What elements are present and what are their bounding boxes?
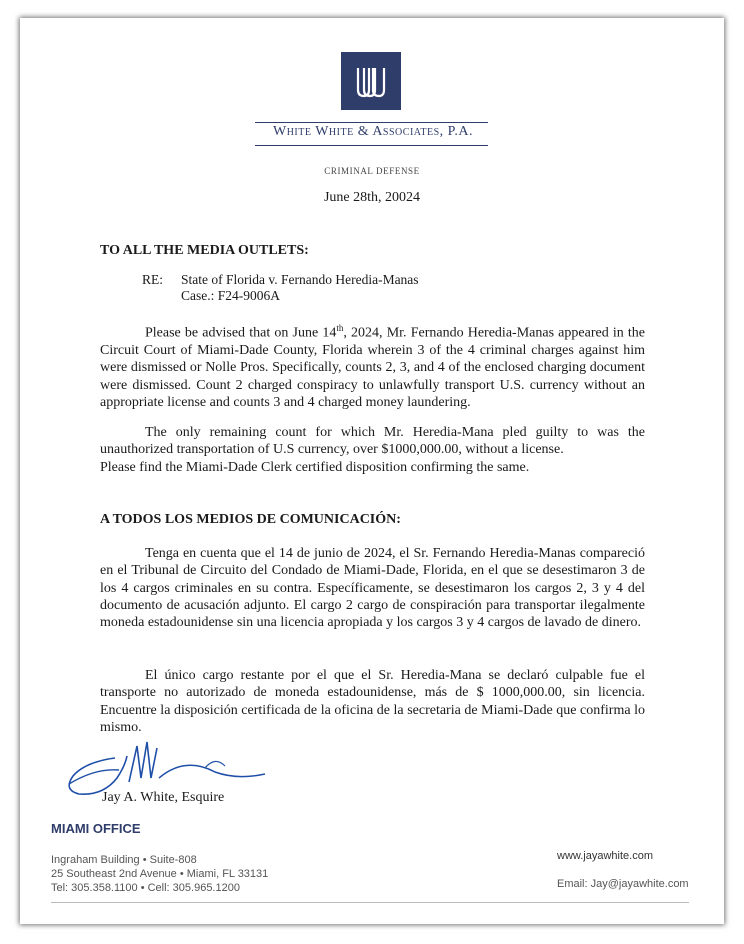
- letterhead-rule-top: [255, 122, 488, 123]
- re-case-number: Case.: F24-9006A: [181, 288, 280, 303]
- email-link[interactable]: Email: Jay@jayawhite.com: [557, 878, 689, 890]
- firm-name: White White & Associates, P.A.: [272, 124, 474, 139]
- ww-monogram-icon: [341, 52, 401, 110]
- website-link[interactable]: www.jayawhite.com: [557, 850, 653, 862]
- english-paragraph-2: [100, 424, 645, 476]
- english-p1-rest: , 2024, Mr. Fernando Heredia-Manas appeared in the Circuit Court of Miami-Dade County, Florida wherein 3 of the 4 criminal charges against him were dismissed or Nolle Pros. Specifically, counts 2, 3, and 4 of the enclosed charging document were dismissed. Count 2 charged conspiracy to unlawfully transport U.S. currency without an appropriate license and counts 3 and 4 charged money laundering.: [100, 325, 646, 410]
- letterhead-rule-bottom: [255, 145, 488, 146]
- spanish-paragraph-1: Tenga en cuenta que el 14 de junio de 2024, el Sr. Fernando Heredia-Manas compareció en el Tribunal de Circuito del Condado de Miami-Dade, Florida, en el que se desestimaron 3 de los 4 cargos criminales en su contra. Específicamente, se desestimaron los cargos 2, 3 y 4 del documento de acusación adjunto. El cargo 2 cargo de conspiración para transportar ilegalmente moneda estadounidense sin una licencia apropiada y los cargos 3 y 4 cargos de lavado de dinero.: [100, 546, 645, 631]
- english-p2-line2: Please find the Miami-Dade Clerk certified disposition confirming the same.: [100, 459, 530, 475]
- english-p1-start: Please be advised that on June 14: [145, 325, 337, 341]
- address-line-1: Ingraham Building • Suite-808: [51, 854, 197, 866]
- re-block: [181, 272, 419, 304]
- english-heading: TO ALL THE MEDIA OUTLETS:: [100, 243, 309, 258]
- spanish-paragraph-2: El único cargo restante por el que el Sr. Heredia-Mana se declaró culpable fue el transporte no autorizado de moneda estadounidense, más de $ 1000,000.00, sin licencia. Encuentre la disposición certificada de la oficina de la secretaria de Miami-Dade que confirma lo mismo.: [100, 668, 645, 735]
- english-p2-text: The only remaining count for which Mr. Heredia-Mana pled guilty to was the unauthorized transportation of U.S currency, over $1000,000.00, without a license.: [100, 425, 645, 458]
- practice-area: CRIMINAL DEFENSE: [324, 166, 420, 176]
- re-label: RE:: [142, 272, 164, 287]
- signer-name: Jay A. White, Esquire: [102, 790, 225, 805]
- footer-rule: [51, 902, 689, 903]
- re-case-title: State of Florida v. Fernando Heredia-Manas: [181, 272, 419, 287]
- english-paragraph-1: [100, 320, 645, 411]
- letter-date: June 28th, 20024: [323, 190, 421, 205]
- ordinal-suffix: th: [336, 323, 344, 333]
- office-address: [51, 853, 268, 895]
- address-line-2: 25 Southeast 2nd Avenue • Miami, FL 33131: [51, 868, 269, 880]
- phone-line: Tel: 305.358.1100 • Cell: 305.965.1200: [51, 882, 240, 894]
- office-label: MIAMI OFFICE: [51, 821, 141, 836]
- spanish-heading: A TODOS LOS MEDIOS DE COMUNICACIÓN:: [100, 512, 401, 527]
- firm-logo: [341, 52, 401, 110]
